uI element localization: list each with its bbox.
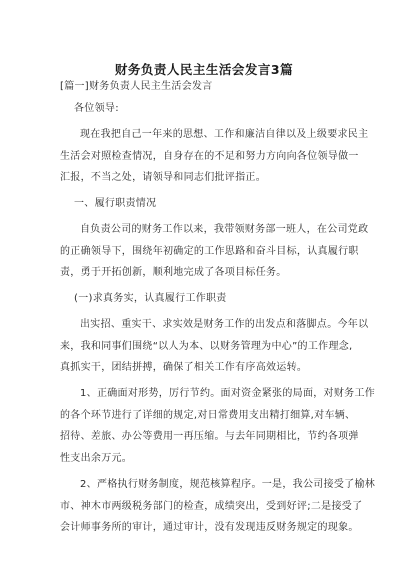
greeting — [74, 98, 374, 120]
item1-paragraph — [60, 383, 376, 469]
paragraph-line: 生活会对照检查情况，自身存在的不足和努力方向向各位领导做一 — [60, 150, 359, 162]
subsection1-paragraph — [60, 314, 369, 379]
paragraph-line: 性支出余万元。 — [60, 452, 133, 464]
paragraph-line: 1、正确面对形势，厉行节约。面对资金紧张的局面，对财务工作 — [80, 388, 376, 399]
paragraph-line: 出实招、重实干、求实效是财务工作的出发点和落脚点。今年以 — [80, 319, 369, 330]
subtitle-line: [篇一]财务负责人民主生活会发言 — [60, 81, 213, 92]
document-title: 财务负责人民主生活会发言3篇 — [114, 62, 294, 77]
heading-line: (一)求真务实，认真履行工作职责 — [74, 293, 227, 304]
item2-paragraph — [60, 474, 376, 539]
intro-paragraph — [60, 124, 369, 189]
paragraph-line: 市、神木市两级税务部门的检查，成绩突出，受到好评;二是接受了 — [60, 500, 363, 512]
section1-paragraph — [60, 219, 369, 284]
paragraph-line: 现在我把自己一年来的思想、工作和廉洁自律以及上级要求民主 — [80, 129, 369, 140]
paragraph-line: 来，我和同事们围绕“以人为本、以财务管理为中心”的工作理念, — [60, 340, 353, 352]
paragraph-line: 的正确领导下，围绕年初确定的工作思路和奋斗目标，认真履行职 — [60, 245, 359, 257]
paragraph-line: 汇报，不当之处，请领导和同志们批评指正。 — [60, 172, 266, 183]
greeting-line: 各位领导: — [74, 103, 119, 114]
heading-line: 一、履行职责情况 — [74, 198, 157, 209]
paragraph-line: 的各个环节进行了详细的规定,对日常费用支出精打细算,对车辆、 — [60, 409, 356, 421]
paragraph-line: 招待、差旅、办公等费用一再压缩。与去年同期相比，节约各项弹 — [60, 431, 359, 442]
paragraph-line: 责，勇于开拓创新，顺利地完成了各项目标任务。 — [60, 267, 287, 278]
document-subtitle — [60, 76, 360, 98]
subsection1-heading — [74, 288, 374, 310]
paragraph-line: 真抓实干，团结拼搏，确保了相关工作有序高效运转。 — [60, 362, 308, 373]
paragraph-line: 会计师事务所的审计，通过审计，没有发现违反财务规定的现象。 — [60, 522, 359, 533]
paragraph-line: 2、严格执行财务制度，规范核算程序。一是，我公司接受了榆林 — [80, 479, 376, 490]
paragraph-line: 自负责公司的财务工作以来，我带领财务部一班人，在公司党政 — [80, 224, 369, 235]
section1-heading — [74, 193, 374, 215]
